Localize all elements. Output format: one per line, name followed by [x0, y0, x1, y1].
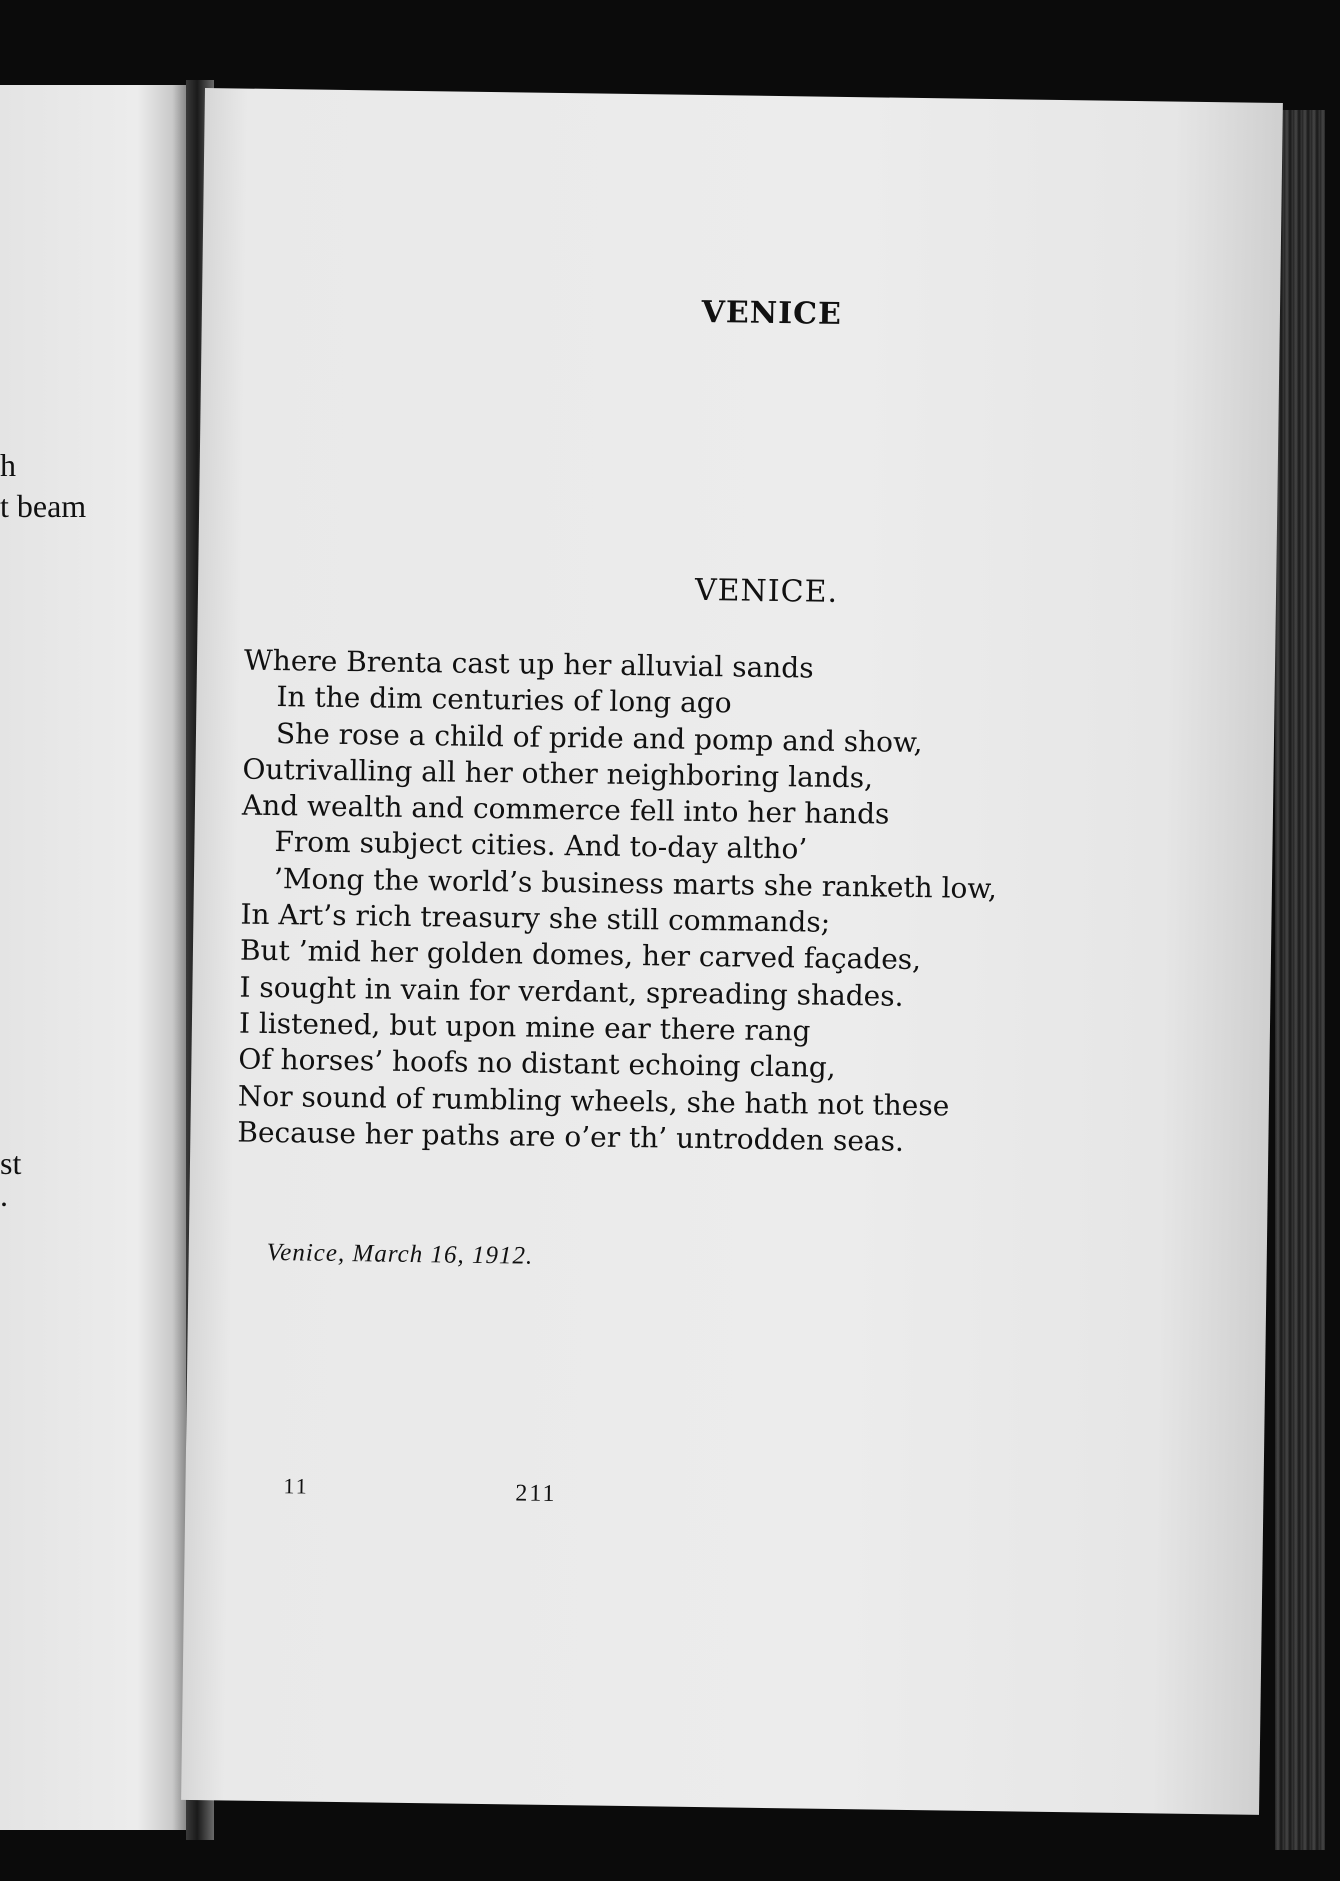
signature-mark: 11 — [283, 1473, 309, 1499]
poem-line: In Art’s rich treasury she still commands; — [240, 897, 831, 939]
page-number: 211 — [515, 1480, 557, 1508]
right-page — [181, 88, 1283, 1815]
poem-line: Outrivalling all her other neighboring lands, — [242, 752, 874, 795]
running-head: VENICE — [701, 294, 843, 332]
left-facing-page — [0, 85, 196, 1830]
left-page-fragment: st — [0, 1145, 22, 1181]
poem-line: I listened, but upon mine ear there rang — [238, 1006, 811, 1048]
poem-line: She rose a child of pride and pomp and show, — [275, 716, 923, 759]
page-edges — [1275, 110, 1325, 1850]
poem-line: Nor sound of rumbling wheels, she hath not these — [237, 1079, 950, 1123]
poem-line: Where Brenta cast up her alluvial sands — [243, 643, 814, 685]
page-content — [181, 88, 1283, 1815]
left-page-fragment: t beam — [0, 488, 87, 524]
poem-line: I sought in vain for verdant, spreading shades. — [239, 970, 904, 1013]
poem-line: And wealth and commerce fell into her hands — [241, 788, 890, 831]
left-page-fragment: . — [0, 1177, 8, 1213]
poem-line: Of horses’ hoofs no distant echoing clang, — [238, 1042, 836, 1085]
poem-line: ’Mong the world’s business marts she ranketh low, — [273, 861, 998, 905]
poem-line: In the dim centuries of long ago — [276, 680, 732, 720]
poem-line: But ’mid her golden domes, her carved façades, — [239, 933, 922, 977]
left-page-fragment: h — [0, 447, 16, 483]
poem-line: Because her paths are o’er th’ untrodden seas. — [237, 1115, 905, 1158]
poem-dateline: Venice, March 16, 1912. — [266, 1238, 534, 1270]
poem-title: VENICE. — [694, 572, 839, 610]
poem-body — [237, 643, 1000, 1162]
poem-line: From subject cities. And to-day altho’ — [274, 825, 808, 866]
